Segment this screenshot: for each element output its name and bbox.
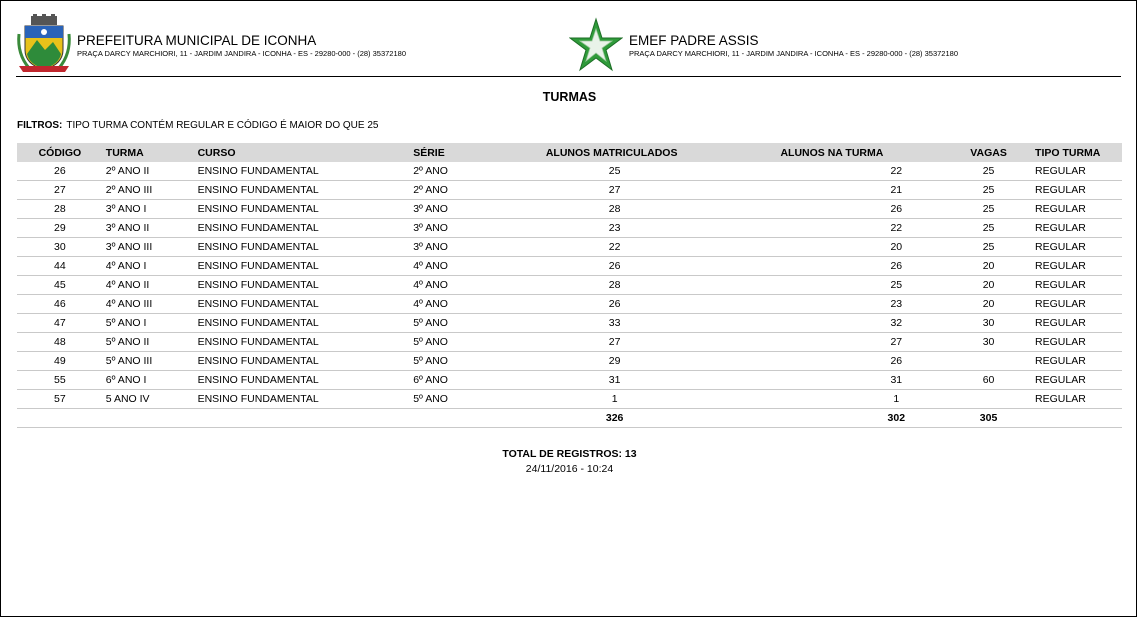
table-cell: 4º ANO III <box>103 295 195 314</box>
table-cell: ENSINO FUNDAMENTAL <box>195 352 407 371</box>
table-cell: 47 <box>17 314 103 333</box>
table-cell: 60 <box>965 371 1012 390</box>
table-cell: 5 ANO IV <box>103 390 195 409</box>
table-cell: 25 <box>965 162 1012 181</box>
table-cell: ENSINO FUNDAMENTAL <box>195 295 407 314</box>
filters-line <box>17 120 378 131</box>
table-cell: 30 <box>965 314 1012 333</box>
table-cell: 6º ANO <box>406 371 530 390</box>
municipality-header <box>77 33 406 58</box>
table-cell: 27 <box>530 333 678 352</box>
table-header-row <box>17 143 1122 162</box>
totals-empty-cell <box>1012 409 1122 428</box>
totals-empty-cell <box>103 409 195 428</box>
table-cell: 27 <box>677 333 965 352</box>
table-cell: REGULAR <box>1012 219 1122 238</box>
table-row <box>17 200 1122 219</box>
table-cell <box>965 390 1012 409</box>
table-row <box>17 390 1122 409</box>
total-alunos-matriculados: 326 <box>530 409 678 428</box>
classes-table <box>17 143 1122 428</box>
table-row <box>17 314 1122 333</box>
table-cell: 57 <box>17 390 103 409</box>
table-cell: 30 <box>17 238 103 257</box>
table-cell: REGULAR <box>1012 314 1122 333</box>
table-row <box>17 333 1122 352</box>
table-cell: 25 <box>677 276 965 295</box>
col-curso: CURSO <box>195 143 407 162</box>
table-cell: 26 <box>677 352 965 371</box>
table-cell: ENSINO FUNDAMENTAL <box>195 200 407 219</box>
table-cell: 20 <box>965 257 1012 276</box>
municipal-coat-of-arms-icon <box>15 14 73 74</box>
table-cell: 25 <box>965 219 1012 238</box>
table-cell: 20 <box>965 295 1012 314</box>
table-cell: 5º ANO <box>406 352 530 371</box>
table-cell: 28 <box>530 276 678 295</box>
table-cell: 28 <box>530 200 678 219</box>
table-cell: 2º ANO III <box>103 181 195 200</box>
table-cell: 55 <box>17 371 103 390</box>
table-cell: 25 <box>965 181 1012 200</box>
filters-label: FILTROS: <box>17 120 63 131</box>
table-cell: 45 <box>17 276 103 295</box>
table-cell: 29 <box>17 219 103 238</box>
table-cell: 2º ANO <box>406 162 530 181</box>
table-cell: 26 <box>530 257 678 276</box>
report-title: TURMAS <box>542 90 597 104</box>
table-cell: 26 <box>677 200 965 219</box>
report-header <box>1 1 1136 77</box>
table-cell: 4º ANO <box>406 295 530 314</box>
table-cell: REGULAR <box>1012 238 1122 257</box>
table-cell: 3º ANO <box>406 200 530 219</box>
table-cell: ENSINO FUNDAMENTAL <box>195 333 407 352</box>
totals-row <box>17 409 1122 428</box>
table-cell: ENSINO FUNDAMENTAL <box>195 314 407 333</box>
table-cell: 25 <box>965 200 1012 219</box>
table-cell: 4º ANO <box>406 257 530 276</box>
school-name: EMEF PADRE ASSIS <box>629 33 759 48</box>
school-header <box>629 33 958 58</box>
table-cell: REGULAR <box>1012 371 1122 390</box>
table-cell: ENSINO FUNDAMENTAL <box>195 257 407 276</box>
table-cell: 22 <box>677 162 965 181</box>
report-datetime: 24/11/2016 - 10:24 <box>525 463 614 475</box>
table-cell: ENSINO FUNDAMENTAL <box>195 162 407 181</box>
table-cell: 31 <box>530 371 678 390</box>
table-cell: 48 <box>17 333 103 352</box>
col-turma: TURMA <box>103 143 195 162</box>
table-body <box>17 162 1122 428</box>
table-cell: 22 <box>530 238 678 257</box>
table-row <box>17 238 1122 257</box>
table-cell: REGULAR <box>1012 276 1122 295</box>
table-cell: REGULAR <box>1012 333 1122 352</box>
table-row <box>17 295 1122 314</box>
table-cell: 4º ANO I <box>103 257 195 276</box>
table-cell: 32 <box>677 314 965 333</box>
table-row <box>17 162 1122 181</box>
col-tipo-turma: TIPO TURMA <box>1012 143 1122 162</box>
table-cell: 26 <box>677 257 965 276</box>
table-cell: REGULAR <box>1012 352 1122 371</box>
table-cell: 28 <box>17 200 103 219</box>
table-cell: 33 <box>530 314 678 333</box>
table-cell: 4º ANO II <box>103 276 195 295</box>
municipality-address: PRAÇA DARCY MARCHIORI, 11 - JARDIM JANDIRA - ICONHA - ES - 29280-000 - (28) 35372180 <box>77 49 406 58</box>
table-cell: 3º ANO <box>406 238 530 257</box>
table-row <box>17 352 1122 371</box>
total-vagas: 305 <box>965 409 1012 428</box>
table-cell: REGULAR <box>1012 162 1122 181</box>
school-address: PRAÇA DARCY MARCHIORI, 11 - JARDIM JANDIRA - ICONHA - ES - 29280-000 - (28) 35372180 <box>629 49 958 58</box>
table-cell: REGULAR <box>1012 295 1122 314</box>
table-cell: ENSINO FUNDAMENTAL <box>195 276 407 295</box>
table-cell: 22 <box>677 219 965 238</box>
table-cell: 27 <box>530 181 678 200</box>
table-cell: 21 <box>677 181 965 200</box>
total-alunos-na-turma: 302 <box>677 409 965 428</box>
table-cell: 26 <box>530 295 678 314</box>
table-cell: 4º ANO <box>406 276 530 295</box>
total-records: TOTAL DE REGISTROS: 13 <box>502 448 637 460</box>
filters-text: TIPO TURMA CONTÉM REGULAR E CÓDIGO É MAIOR DO QUE 25 <box>66 120 379 131</box>
table-cell: 23 <box>677 295 965 314</box>
table-row <box>17 219 1122 238</box>
table-cell: ENSINO FUNDAMENTAL <box>195 371 407 390</box>
table-cell: 30 <box>965 333 1012 352</box>
table-cell: 20 <box>965 276 1012 295</box>
table-cell: 1 <box>530 390 678 409</box>
table-cell: 49 <box>17 352 103 371</box>
table-cell: 46 <box>17 295 103 314</box>
table-cell: ENSINO FUNDAMENTAL <box>195 219 407 238</box>
totals-empty-cell <box>406 409 530 428</box>
table-row <box>17 181 1122 200</box>
table-cell: 3º ANO I <box>103 200 195 219</box>
table-cell: REGULAR <box>1012 200 1122 219</box>
table-cell: 5º ANO <box>406 314 530 333</box>
table-cell: 25 <box>530 162 678 181</box>
table-cell: 2º ANO <box>406 181 530 200</box>
table-cell: 2º ANO II <box>103 162 195 181</box>
table-cell: 27 <box>17 181 103 200</box>
totals-empty-cell <box>17 409 103 428</box>
table-cell: 5º ANO <box>406 333 530 352</box>
table-cell: REGULAR <box>1012 390 1122 409</box>
table-cell <box>965 352 1012 371</box>
table-cell: 31 <box>677 371 965 390</box>
table-cell: 3º ANO <box>406 219 530 238</box>
municipality-name: PREFEITURA MUNICIPAL DE ICONHA <box>77 33 317 48</box>
col-codigo: CÓDIGO <box>17 143 103 162</box>
table-cell: ENSINO FUNDAMENTAL <box>195 390 407 409</box>
header-divider <box>16 76 1121 77</box>
table-cell: 29 <box>530 352 678 371</box>
table-row <box>17 257 1122 276</box>
table-cell: 5º ANO II <box>103 333 195 352</box>
table-cell: 25 <box>965 238 1012 257</box>
table-cell: 5º ANO <box>406 390 530 409</box>
col-alunos-matriculados: ALUNOS MATRICULADOS <box>530 143 678 162</box>
table-cell: 6º ANO I <box>103 371 195 390</box>
table-cell: 3º ANO II <box>103 219 195 238</box>
table-cell: 44 <box>17 257 103 276</box>
table-cell: REGULAR <box>1012 181 1122 200</box>
col-alunos-na-turma: ALUNOS NA TURMA <box>677 143 965 162</box>
table-row <box>17 371 1122 390</box>
table-cell: 3º ANO III <box>103 238 195 257</box>
green-star-icon <box>569 17 623 73</box>
table-cell: 1 <box>677 390 965 409</box>
col-serie: SÉRIE <box>406 143 530 162</box>
table-cell: 20 <box>677 238 965 257</box>
table-cell: 23 <box>530 219 678 238</box>
totals-empty-cell <box>195 409 407 428</box>
table-cell: ENSINO FUNDAMENTAL <box>195 238 407 257</box>
table-cell: 5º ANO I <box>103 314 195 333</box>
table-cell: 5º ANO III <box>103 352 195 371</box>
table-cell: 26 <box>17 162 103 181</box>
table-cell: ENSINO FUNDAMENTAL <box>195 181 407 200</box>
table-cell: REGULAR <box>1012 257 1122 276</box>
col-vagas: VAGAS <box>965 143 1012 162</box>
table-row <box>17 276 1122 295</box>
